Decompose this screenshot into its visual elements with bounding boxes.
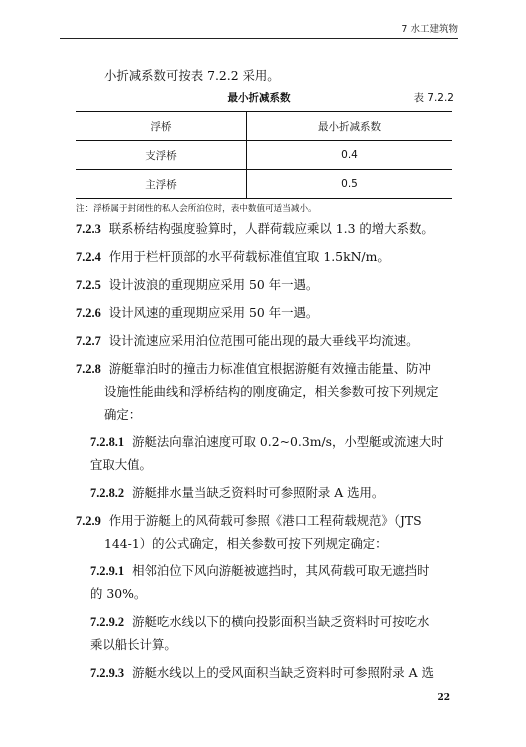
clause-number: 7.2.9.2 bbox=[90, 615, 125, 629]
clause-number: 7.2.6 bbox=[76, 306, 101, 320]
clause-continuation: 宜取大值。 bbox=[90, 457, 152, 472]
chapter-title: 7 水工建筑物 bbox=[401, 24, 458, 35]
clause-number: 7.2.5 bbox=[76, 278, 101, 292]
table-cell: 支浮桥 bbox=[76, 141, 247, 170]
running-header bbox=[60, 24, 458, 39]
clause-7-2-6 bbox=[76, 300, 318, 326]
header-cell: 最小折减系数 bbox=[247, 112, 453, 141]
table-number: 表 7.2.2 bbox=[413, 92, 454, 104]
table-header-row bbox=[76, 112, 452, 141]
table-note: 注：浮桥属于封闭性的私人会所泊位时，表中数值可适当减小。 bbox=[76, 204, 317, 214]
table-title: 最小折减系数 bbox=[227, 92, 291, 104]
clause-number: 7.2.4 bbox=[76, 250, 101, 264]
clause-text: 游艇水线以上的受风面积当缺乏资料时可参照附录 A 选 bbox=[132, 665, 434, 680]
reduction-factor-table bbox=[76, 111, 452, 199]
intro-text: 小折减系数可按表 7.2.2 采用。 bbox=[104, 68, 280, 83]
clause-number: 7.2.3 bbox=[76, 222, 101, 236]
clause-text: 作用于栏杆顶部的水平荷载标准值宜取 1.5kN/m。 bbox=[108, 249, 390, 264]
clause-continuation: 确定： bbox=[104, 407, 142, 422]
clause-continuation: 乘以船长计算。 bbox=[90, 637, 177, 652]
clause-7-2-5 bbox=[76, 272, 318, 298]
page-number: 22 bbox=[437, 693, 450, 703]
clause-continuation: 144-1）的公式确定，相关参数可按下列规定确定： bbox=[104, 536, 388, 551]
clause-text: 设计流速应采用泊位范围可能出现的最大垂线平均流速。 bbox=[108, 333, 419, 348]
clause-text: 游艇排水量当缺乏资料时可参照附录 A 选用。 bbox=[132, 485, 385, 500]
clause-text: 游艇靠泊时的撞击力标准值宜根据游艇有效撞击能量、防冲 bbox=[108, 361, 431, 376]
clause-number: 7.2.7 bbox=[76, 334, 101, 348]
clause-7-2-4 bbox=[76, 244, 390, 270]
clause-text: 联系桥结构强度验算时，人群荷载应乘以 1.3 的增大系数。 bbox=[108, 221, 434, 236]
table-row bbox=[76, 170, 452, 199]
clause-continuation: 的 30%。 bbox=[90, 586, 147, 601]
clause-7-2-7 bbox=[76, 328, 419, 354]
clause-continuation: 设施性能曲线和浮桥结构的刚度确定，相关参数可按下列规定 bbox=[104, 384, 439, 399]
table-cell: 主浮桥 bbox=[76, 170, 247, 199]
clause-7-2-9-3 bbox=[90, 660, 434, 686]
clause-number: 7.2.8 bbox=[76, 362, 101, 376]
clause-text: 游艇吃水线以下的横向投影面积当缺乏资料时可按吃水 bbox=[132, 614, 430, 629]
header-cell: 浮桥 bbox=[76, 112, 247, 141]
table-cell: 0.4 bbox=[247, 141, 453, 170]
table-cell: 0.5 bbox=[247, 170, 453, 199]
clause-7-2-3 bbox=[76, 216, 434, 242]
clause-text: 设计波浪的重现期应采用 50 年一遇。 bbox=[108, 277, 319, 292]
clause-number: 7.2.9.3 bbox=[90, 666, 125, 680]
clause-text: 设计风速的重现期应采用 50 年一遇。 bbox=[108, 305, 319, 320]
clause-number: 7.2.9 bbox=[76, 514, 101, 528]
clause-number: 7.2.8.1 bbox=[90, 435, 125, 449]
clause-number: 7.2.9.1 bbox=[90, 564, 125, 578]
clause-text: 相邻泊位下风向游艇被遮挡时，其风荷载可取无遮挡时 bbox=[132, 563, 430, 578]
clause-number: 7.2.8.2 bbox=[90, 486, 125, 500]
clause-7-2-8-2 bbox=[90, 480, 384, 506]
clause-text: 作用于游艇上的风荷载可参照《港口工程荷载规范》（JTS bbox=[108, 513, 422, 528]
table-row bbox=[76, 141, 452, 170]
clause-text: 游艇法向靠泊速度可取 0.2~0.3m/s，小型艇或流速大时 bbox=[132, 434, 444, 449]
